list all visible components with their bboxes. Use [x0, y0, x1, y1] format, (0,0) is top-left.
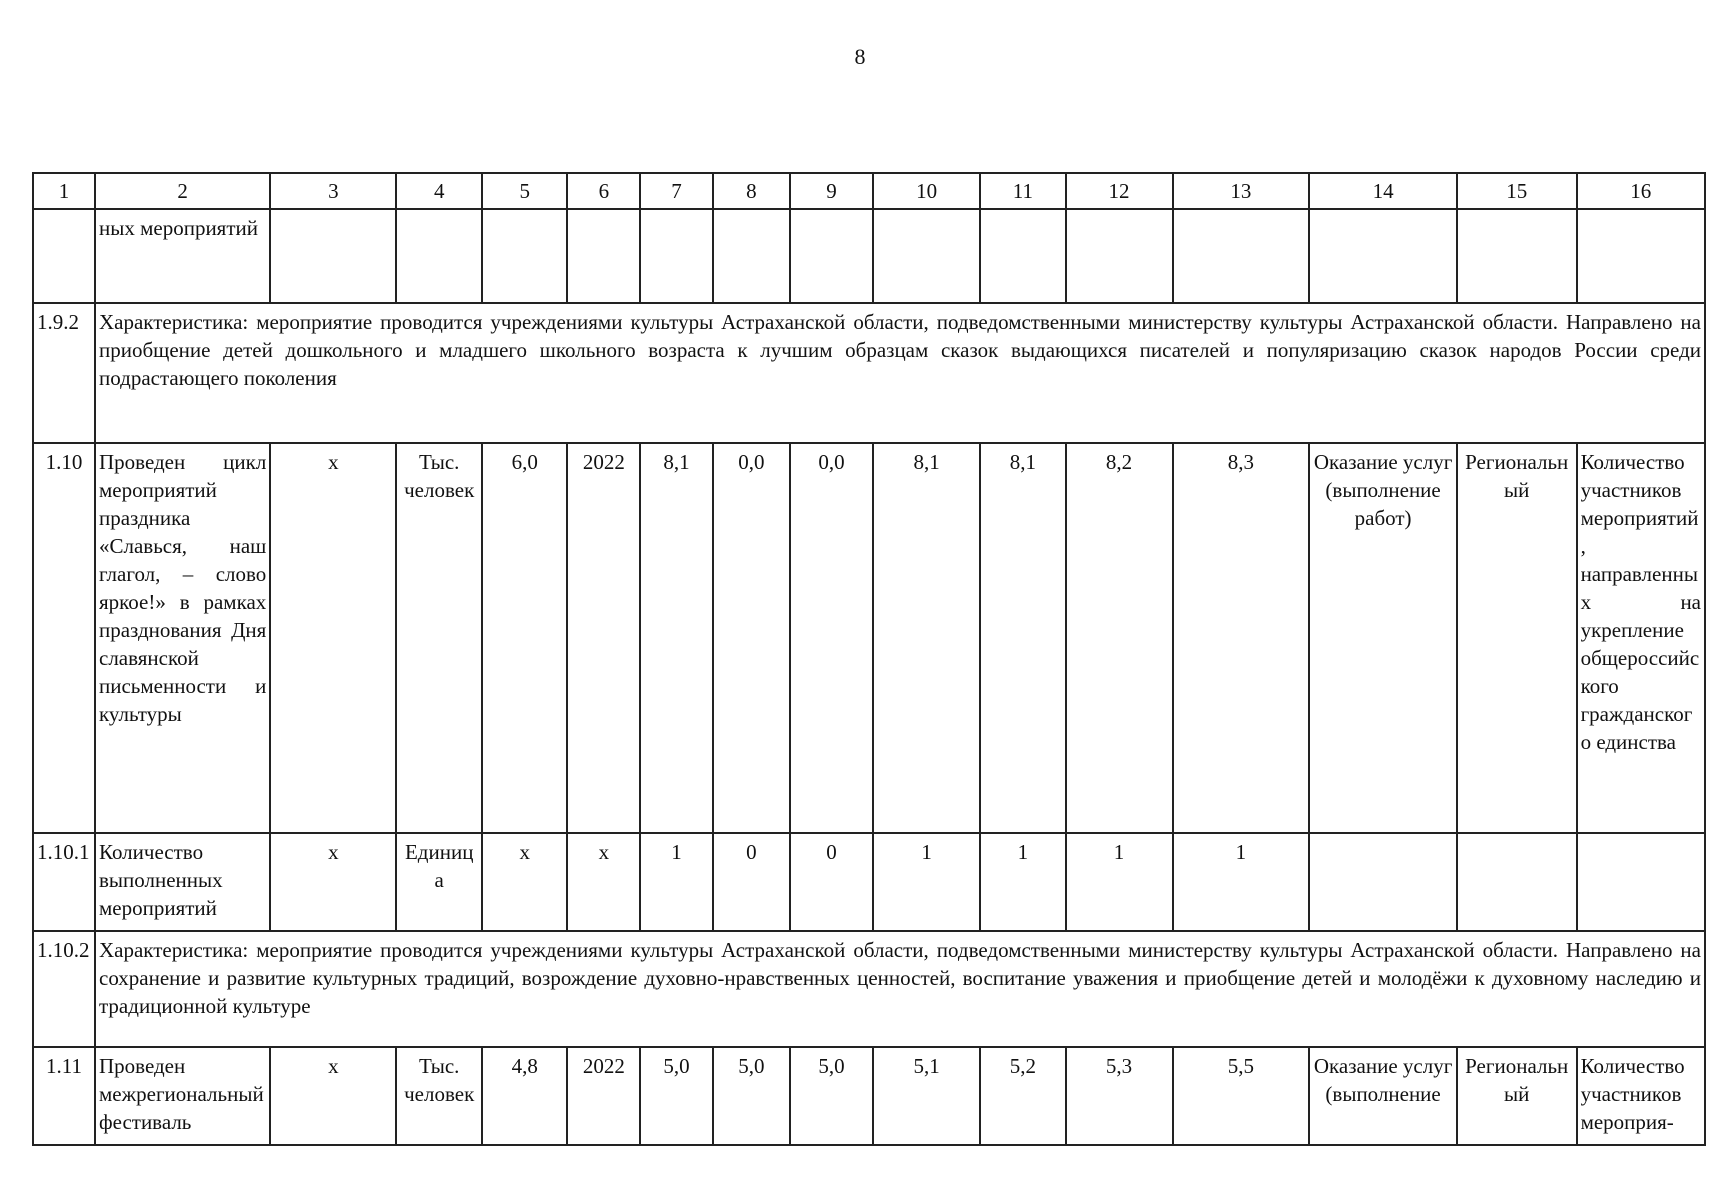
empty-cell [1066, 209, 1173, 303]
column-number: 2 [95, 173, 270, 209]
column-number: 6 [567, 173, 640, 209]
value-cell: 1 [980, 833, 1066, 931]
value-cell: х [270, 1047, 396, 1145]
column-number: 4 [396, 173, 482, 209]
column-number-row [33, 173, 1705, 209]
empty-cell [1457, 209, 1577, 303]
value-cell: 8,1 [640, 443, 713, 833]
empty-cell [873, 209, 980, 303]
value-cell: 8,1 [873, 443, 980, 833]
table-row-1-9-2 [33, 303, 1705, 443]
indicator-name-cell: ных мероприятий [95, 209, 270, 303]
column-number: 13 [1173, 173, 1310, 209]
value-cell: х [482, 833, 568, 931]
empty-cell [1577, 833, 1705, 931]
value-cell: 5,1 [873, 1047, 980, 1145]
table-row-1-10-1 [33, 833, 1705, 931]
column-number: 5 [482, 173, 568, 209]
value-cell: 5,5 [1173, 1047, 1310, 1145]
column-number: 15 [1457, 173, 1577, 209]
page-number: 8 [854, 44, 866, 69]
value-cell: 0,0 [713, 443, 790, 833]
value-cell: 5,2 [980, 1047, 1066, 1145]
table-row-1-10-2 [33, 931, 1705, 1047]
column-number: 16 [1577, 173, 1705, 209]
value-cell: 5,0 [713, 1047, 790, 1145]
value-cell: 8,1 [980, 443, 1066, 833]
column-number: 12 [1066, 173, 1173, 209]
row-number-cell [33, 209, 95, 303]
column-number: 7 [640, 173, 713, 209]
value-cell: 1 [1066, 833, 1173, 931]
column-number: 1 [33, 173, 95, 209]
characteristic-cell: Характеристика: мероприятие проводится учреждениями культуры Астраханской области, подведомственными министерству культуры Астраханской области. Направлено на приобщение детей дошкольного и младшего школьного возраста к лучшим образцам сказок выдающихся писателей и популяризацию сказок народов России среди подрастающего поколения [95, 303, 1705, 443]
link-cell: Количество участников мероприятий, направленных на укрепление общероссийского гражданского единства [1577, 443, 1705, 833]
value-cell: 1 [640, 833, 713, 931]
column-number: 9 [790, 173, 873, 209]
row-number-cell: 1.10 [33, 443, 95, 833]
empty-cell [980, 209, 1066, 303]
value-cell: х [567, 833, 640, 931]
empty-cell [1577, 209, 1705, 303]
value-cell: 8,2 [1066, 443, 1173, 833]
empty-cell [396, 209, 482, 303]
table-row-1-10 [33, 443, 1705, 833]
unit-cell: Единица [396, 833, 482, 931]
value-cell: 0 [713, 833, 790, 931]
empty-cell [713, 209, 790, 303]
unit-cell: Тыс. человек [396, 1047, 482, 1145]
empty-cell [1309, 209, 1457, 303]
empty-cell [567, 209, 640, 303]
value-cell: 0 [790, 833, 873, 931]
value-cell: 1 [1173, 833, 1310, 931]
empty-cell [1309, 833, 1457, 931]
empty-cell [1173, 209, 1310, 303]
value-cell: 4,8 [482, 1047, 568, 1145]
row-number-cell: 1.10.2 [33, 931, 95, 1047]
unit-cell: Тыс. человек [396, 443, 482, 833]
empty-cell [482, 209, 568, 303]
empty-cell [270, 209, 396, 303]
level-cell: Региональный [1457, 1047, 1577, 1145]
table-row-1-11 [33, 1047, 1705, 1145]
indicators-table [32, 172, 1706, 1146]
value-cell: х [270, 443, 396, 833]
type-cell: Оказание услуг (выполнение [1309, 1047, 1457, 1145]
value-cell: 1 [873, 833, 980, 931]
indicator-name-cell: Проведен цикл мероприятий праздника «Славься, наш глагол, – слово яркое!» в рамках празднования Дня славянской письменности и культуры [95, 443, 270, 833]
indicator-name-cell: Проведен межрегиональный фестиваль [95, 1047, 270, 1145]
row-number-cell: 1.11 [33, 1047, 95, 1145]
empty-cell [790, 209, 873, 303]
value-cell: 2022 [567, 443, 640, 833]
characteristic-cell: Характеристика: мероприятие проводится учреждениями культуры Астраханской области, подведомственными министерству культуры Астраханской области. Направлено на сохранение и развитие культурных традиций, возрождение духовно-нравственных ценностей, воспитание уважения и приобщение детей и молодёжи к духовному наследию и традиционной культуре [95, 931, 1705, 1047]
indicator-name-cell: Количество выполненных мероприятий [95, 833, 270, 931]
value-cell: 8,3 [1173, 443, 1310, 833]
row-number-cell: 1.10.1 [33, 833, 95, 931]
value-cell: 5,0 [640, 1047, 713, 1145]
value-cell: 5,0 [790, 1047, 873, 1145]
link-cell: Количество участников мероприя- [1577, 1047, 1705, 1145]
table-row-continuation [33, 209, 1705, 303]
column-number: 8 [713, 173, 790, 209]
value-cell: 6,0 [482, 443, 568, 833]
value-cell: 2022 [567, 1047, 640, 1145]
value-cell: 0,0 [790, 443, 873, 833]
value-cell: х [270, 833, 396, 931]
empty-cell [640, 209, 713, 303]
empty-cell [1457, 833, 1577, 931]
type-cell: Оказание услуг (выполнение работ) [1309, 443, 1457, 833]
column-number: 14 [1309, 173, 1457, 209]
level-cell: Региональный [1457, 443, 1577, 833]
value-cell: 5,3 [1066, 1047, 1173, 1145]
row-number-cell: 1.9.2 [33, 303, 95, 443]
column-number: 10 [873, 173, 980, 209]
column-number: 3 [270, 173, 396, 209]
column-number: 11 [980, 173, 1066, 209]
